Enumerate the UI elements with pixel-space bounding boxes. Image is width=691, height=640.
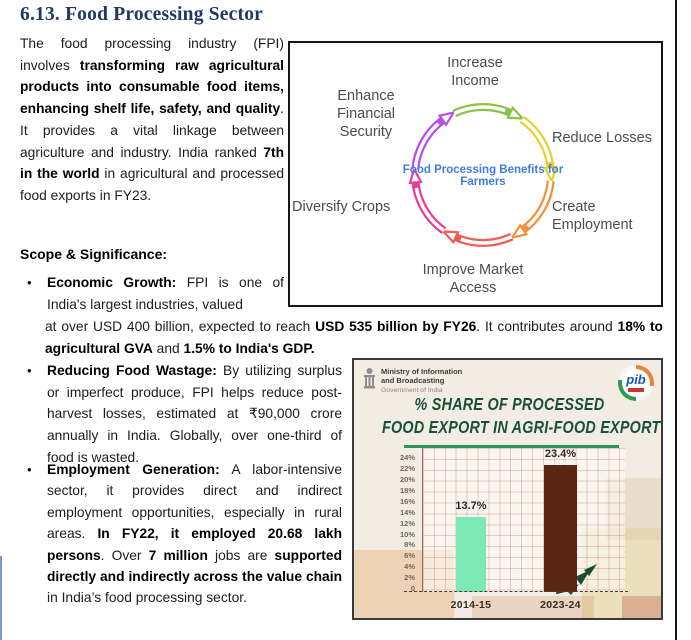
y-axis [392, 448, 418, 592]
bullet-bold: 1.5% to India's GDP. [183, 340, 315, 356]
scope-significance-heading: Scope & Significance: [20, 246, 168, 262]
bullet-text: FPI is one of India's largest industries, valued [47, 275, 284, 312]
bar-x-label: 2023-24 [540, 599, 581, 611]
ministry-line3: Government of India [381, 387, 443, 394]
ministry-line2: and Broadcasting [381, 376, 445, 385]
arrow-enhance-financial-security [415, 119, 444, 169]
y-tick-label: 22% [399, 464, 415, 474]
bullet-text: in India’s food processing sector. [47, 590, 247, 606]
intro-bold: 7th in the world [20, 144, 284, 182]
y-tick-label: 24% [399, 453, 415, 463]
arrow-create-employment [522, 181, 551, 231]
bullet-icon: • [27, 363, 32, 378]
bullet-economic-growth-continuation [45, 316, 663, 359]
y-tick-label: 16% [399, 496, 415, 506]
bullet-text: at over USD 400 billion, expected to reach [45, 319, 316, 334]
bar-x-label: 2014-15 [450, 599, 492, 611]
bullet-icon: • [27, 275, 32, 290]
bullet-text: and [152, 340, 184, 356]
intro-text: The food processing industry (FPI) involves [20, 36, 284, 73]
background-containers [622, 596, 663, 620]
intro-bold: transforming raw agricultural products into consumable food items, enhancing shelf life, safety, and quality [20, 57, 284, 117]
bar-2023-24 [544, 465, 577, 593]
bullet-text: . It contributes around [476, 319, 618, 334]
y-tick-label: 18% [399, 485, 415, 495]
cycle-label-improve-market-access: Improve Market Access [422, 262, 524, 296]
bullet-bold: Economic Growth: [47, 275, 177, 290]
bullet-bold: 18% to agricultural GVA [45, 319, 663, 356]
bullet-reducing-food-wastage [20, 360, 342, 469]
section-heading: 6.13. Food Processing Sector [20, 4, 263, 25]
y-tick-label: 8% [404, 540, 415, 550]
y-tick-label: 0 [410, 584, 415, 593]
ministry-header [362, 367, 462, 395]
infographic-title-line2: FOOD EXPORT IN AGRI-FOOD EXPORT [381, 417, 661, 437]
y-tick-label: 6% [404, 551, 415, 561]
intro-text: in agricultural and processed food exports in FY23. [20, 166, 284, 203]
bullet-text: A labor-intensive sector, it provides direct and indirect employment opportunities, especially in rural areas. [47, 462, 343, 542]
y-tick-label: 14% [399, 507, 415, 517]
bullet-employment-generation [20, 459, 342, 609]
arrow-reduce-losses [522, 119, 551, 169]
bar-value-label: 23.4% [544, 447, 577, 460]
cycle-label-create-employment: Create Employment [552, 199, 633, 233]
bar-2014-15 [456, 517, 486, 592]
bullet-bold: Reducing Food Wastage: [47, 363, 217, 378]
pib-infographic-image [352, 358, 663, 620]
cycle-label-increase-income: Increase Income [447, 55, 503, 89]
bullet-bold: In FY22, it employed 20.68 lakh persons [47, 526, 342, 563]
pib-logo-banner [628, 388, 644, 392]
bullet-bold: 7 million [148, 547, 208, 563]
bullet-bold: supported directly and indirectly across the value chain [47, 547, 342, 585]
bullet-text: By utilizing surplus or imperfect produce, FPI helps reduce post-harvest losses, estimated at ₹90,000 crore annually in India. Globally, over one-third of food is wasted. [47, 363, 342, 465]
y-tick-label: 10% [399, 529, 415, 539]
page-border-line [675, 0, 677, 640]
bullet-text: . Over [100, 547, 149, 563]
bullet-bold: Employment Generation: [47, 462, 220, 477]
y-tick-label: 12% [399, 518, 415, 528]
y-tick-label: 4% [404, 562, 415, 572]
x-axis-baseline [404, 591, 628, 592]
bullet-text: jobs are [207, 547, 275, 563]
bar-plot [422, 447, 625, 611]
page-border-line-left [0, 556, 2, 640]
intro-paragraph [20, 33, 284, 207]
pib-logo-text: pib [626, 372, 646, 387]
ministry-line1: Ministry of Information [381, 367, 463, 376]
y-tick-label: 2% [404, 573, 415, 583]
benefits-cycle-diagram [288, 41, 663, 307]
infographic-title-line1: % SHARE OF PROCESSED [414, 394, 605, 414]
bar-value-label: 13.7% [455, 500, 487, 513]
intro-text: . It provides a vital linkage between agriculture and industry. India ranked [20, 101, 284, 160]
cycle-label-diversify-crops: Diversify Crops [292, 199, 391, 215]
cycle-label-enhance-financial-security: Enhance Financial Security [336, 88, 396, 140]
bullet-economic-growth [20, 272, 284, 315]
national-emblem-icon [362, 367, 377, 391]
bullet-icon: • [27, 462, 32, 477]
cycle-label-reduce-losses: Reduce Losses [552, 130, 652, 146]
cycle-center-label: Food Processing Benefits for Farmers [402, 164, 564, 188]
y-tick-label: 20% [399, 475, 415, 484]
bullet-bold: USD 535 billion by FY26 [315, 319, 477, 334]
arrow-diversify-crops [415, 181, 444, 231]
